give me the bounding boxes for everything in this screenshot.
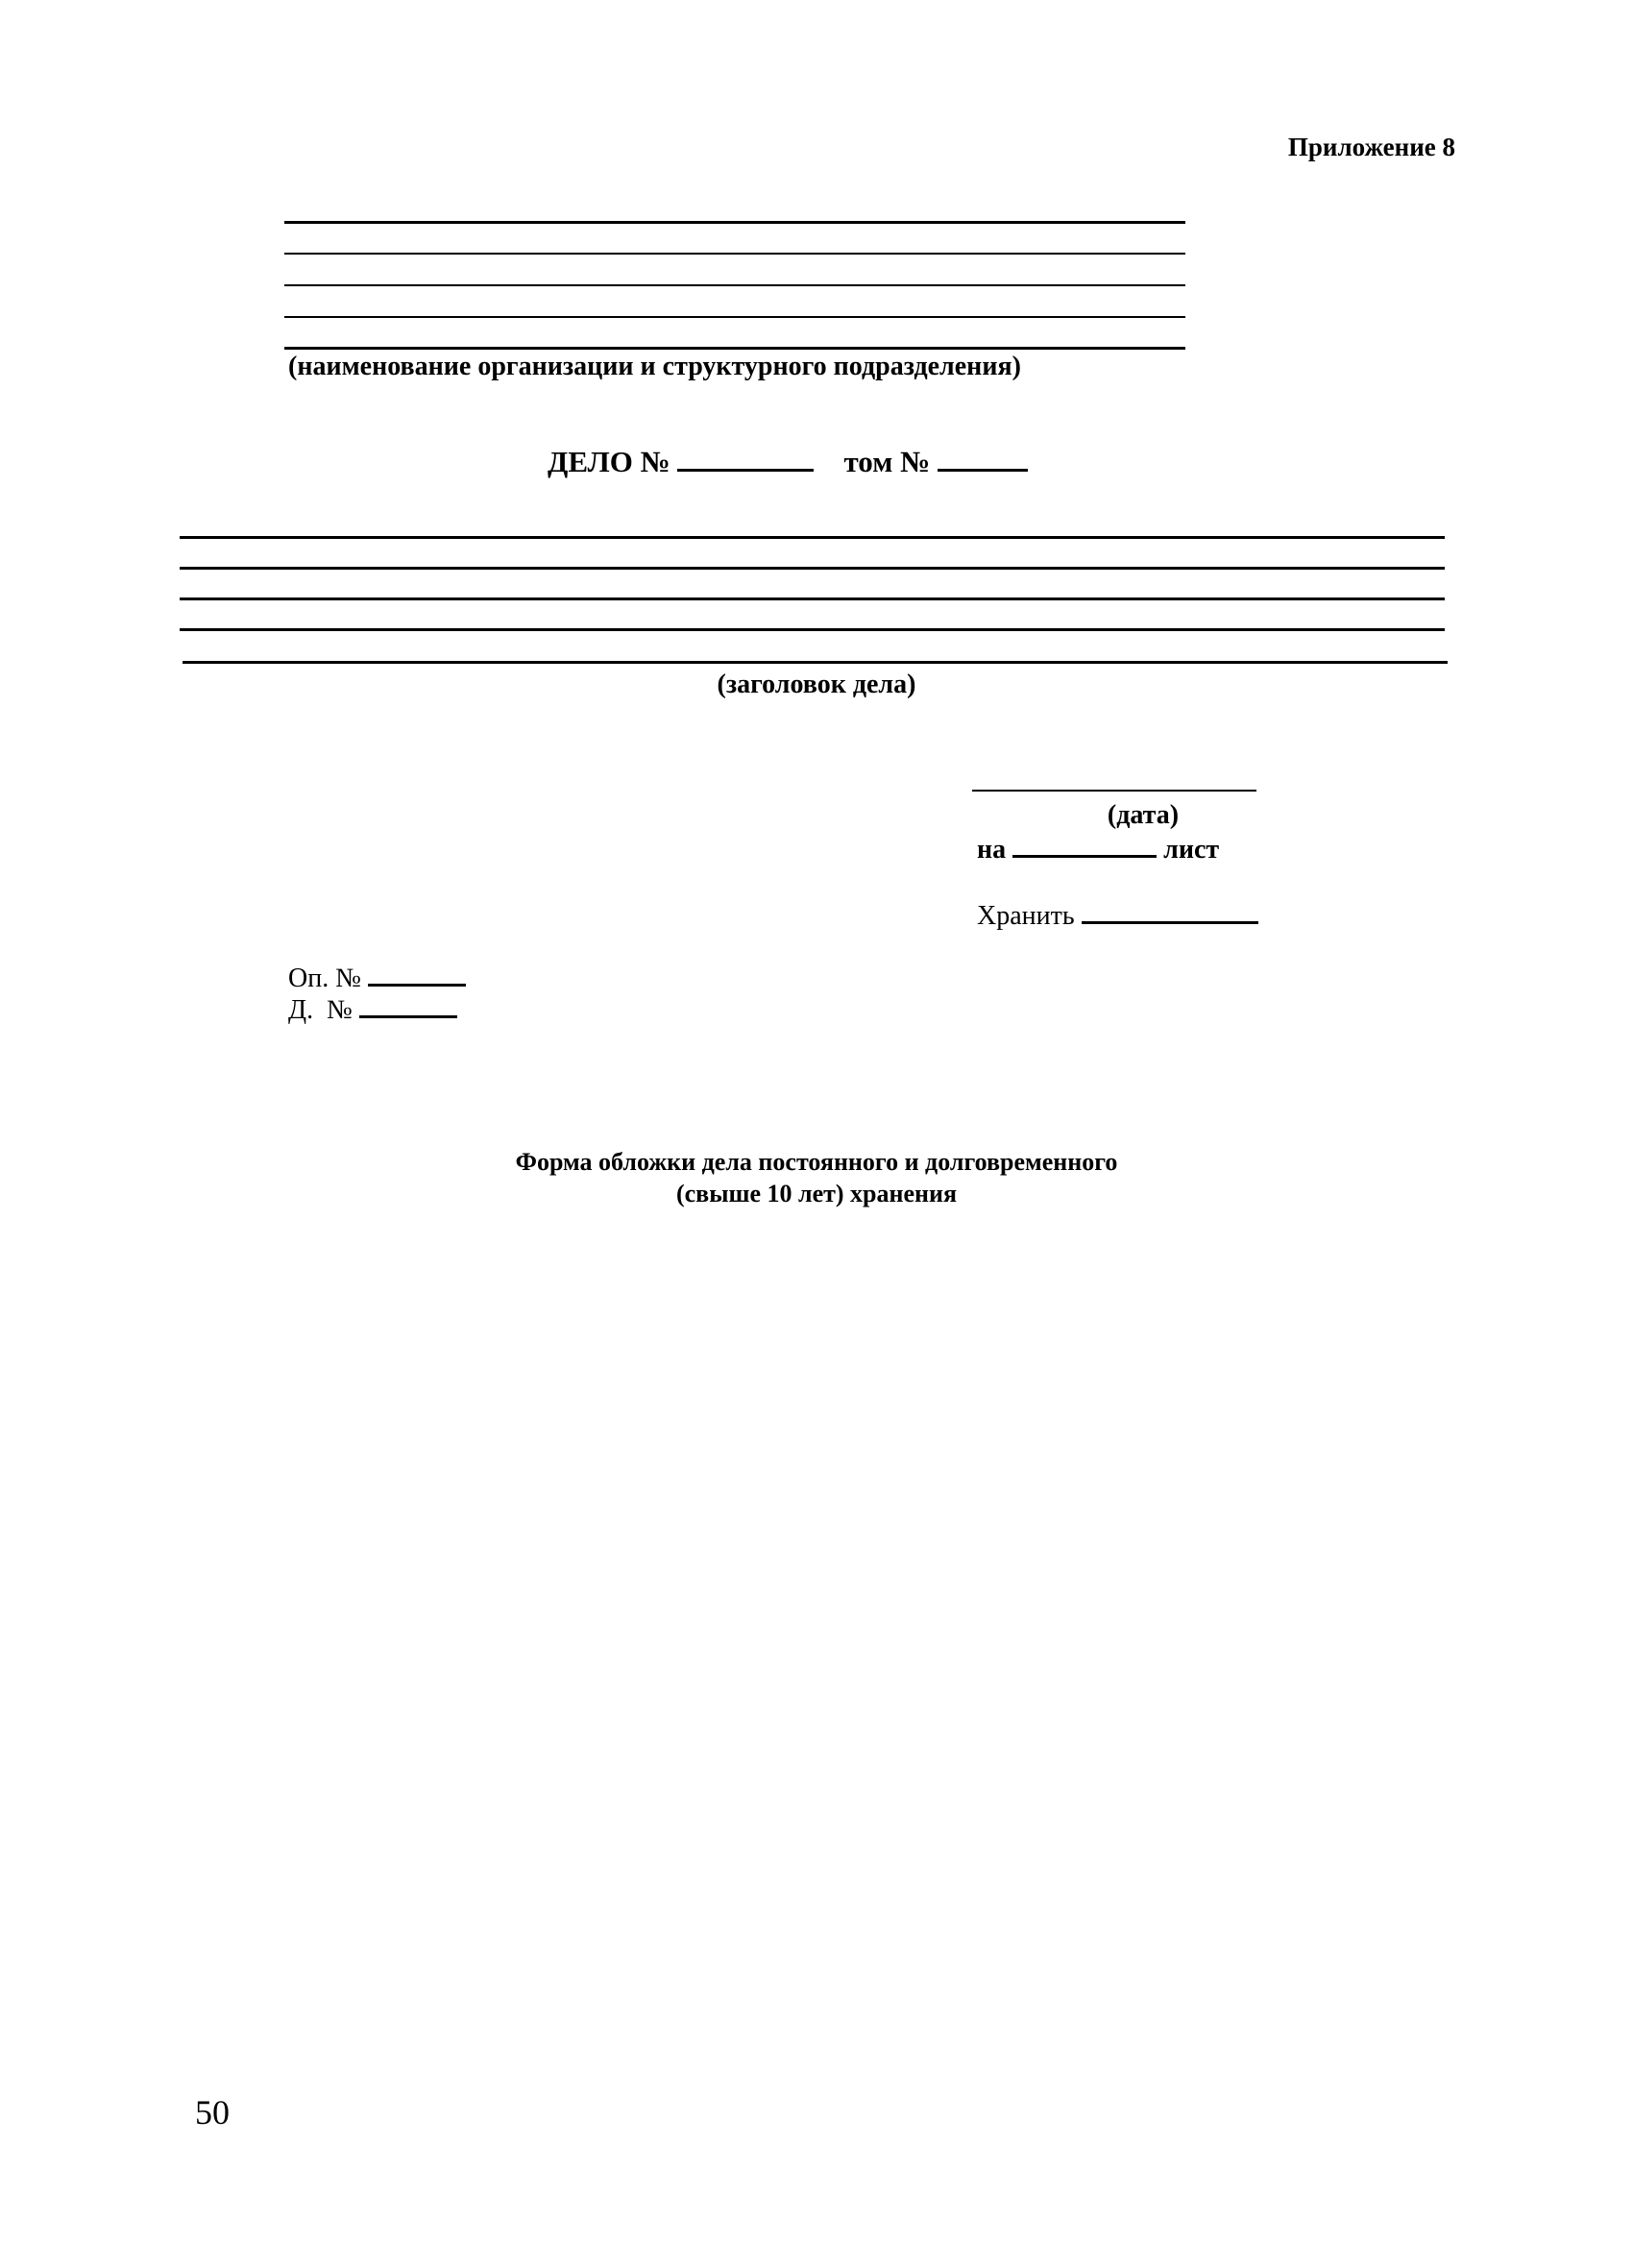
- date-caption: (дата): [1107, 800, 1180, 830]
- case-label: ДЕЛО №: [548, 445, 670, 478]
- appendix-label: Приложение 8: [1287, 133, 1455, 161]
- inventory-number-line: [288, 959, 576, 994]
- form-title-line-1: Форма обложки дела постоянного и долговременного: [515, 1148, 1118, 1176]
- file-number-label: Д. №: [288, 995, 353, 1025]
- case-title-line-5: [183, 661, 1448, 664]
- sheets-suffix: лист: [1163, 835, 1220, 865]
- case-number-blank: [677, 444, 814, 472]
- inventory-label: Оп. №: [288, 963, 361, 993]
- case-title-line-4: [180, 628, 1445, 631]
- case-title-line-2: [180, 567, 1445, 570]
- org-name-line-1: [284, 221, 1185, 224]
- retention-blank: [1082, 896, 1258, 924]
- volume-label: том №: [843, 445, 931, 478]
- date-line: [972, 790, 1256, 792]
- retention-label: Хранить: [977, 901, 1075, 931]
- sheets-count-line: [977, 830, 1361, 866]
- org-name-line-3: [284, 284, 1185, 286]
- form-title: [384, 1146, 1249, 1209]
- retention-line: [977, 896, 1361, 932]
- form-title-line-2: (свыше 10 лет) хранения: [675, 1180, 958, 1207]
- inventory-number-blank: [368, 959, 466, 987]
- case-number-line: [288, 444, 1287, 479]
- page-number: 50: [195, 2093, 230, 2132]
- org-name-line-2: [284, 253, 1185, 255]
- org-name-line-4: [284, 316, 1185, 318]
- sheets-count-blank: [1012, 830, 1157, 858]
- case-title-line-1: [180, 536, 1445, 539]
- title-caption: (заголовок дела): [717, 670, 916, 699]
- case-title-line-3: [180, 597, 1445, 600]
- sheets-prefix: на: [977, 835, 1007, 865]
- file-number-line: [288, 990, 576, 1026]
- file-number-blank: [359, 990, 457, 1018]
- org-caption: (наименование организации и структурного подразделения): [288, 352, 1021, 381]
- volume-number-blank: [938, 444, 1028, 472]
- org-name-line-5: [284, 347, 1185, 350]
